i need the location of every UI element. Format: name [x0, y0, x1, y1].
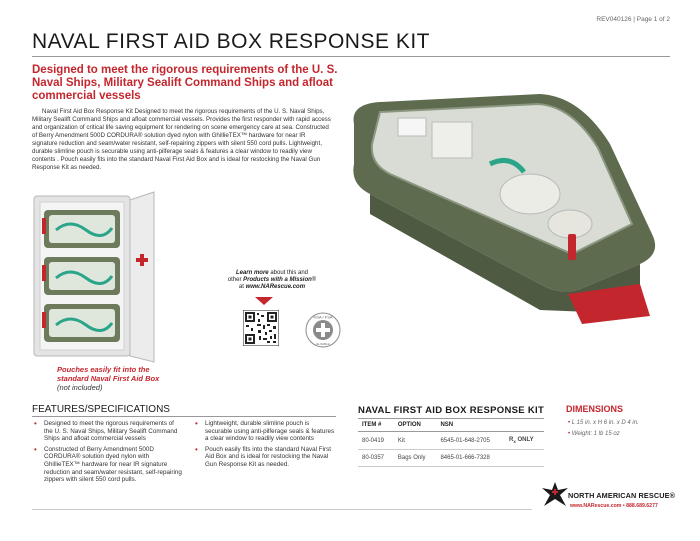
feature-item: • Pouch easily fits into the standard Naval First Aid Box and is ideal for restocking the Naval Gun Response Kit as needed.	[195, 446, 335, 469]
learn-more-line2: other	[227, 277, 244, 283]
dimensions-list	[568, 418, 639, 440]
revision-page-label: REV040126 | Page 1 of 2	[596, 16, 670, 23]
dimension-item: • Weight: 1 lb 15 oz	[568, 429, 639, 440]
headline: Designed to meet the rigorous requirements of the U. S. Naval Ships, Military Sealift Command Ships and afloat commercial vessels	[32, 64, 338, 102]
features-divider	[32, 416, 336, 417]
image-caption	[57, 365, 172, 392]
first-aid-box-image	[32, 190, 162, 365]
logo-url-phone[interactable]: www.NARescue.com • 888.689.6277	[570, 503, 658, 509]
page-title: NAVAL FIRST AID BOX RESPONSE KIT	[32, 30, 430, 53]
cell-nsn: 8465-01-666-7328	[436, 450, 505, 467]
features-list-right	[195, 420, 335, 472]
cell-nsn: 6545-01-648-2705	[436, 432, 505, 450]
col-nsn: NSN	[436, 419, 505, 432]
intro-paragraph: Naval First Aid Box Response Kit Designed to meet the rigorous requirements of the U. S. Naval Ships, Military Sealift Command Ships and afloat commercial vessels. Provides the first responder with rapid access and organization of critical life saving equipment for rendering on scene emergency care at sea. Constructed of Berry Amendment 500D CORDURA® solution dyed nylon with GhillieTEX™ hardware for near IR signature reduction and seam/water resistant, self-repairing zippers with silent 550 cord pulls. Lightweight, durable slimline pouch is securable using anti-pilferage seals & features a clear window to readily view contents . Pouch easily fits into the standard Naval First Aid Box and is ideal for restocking the Naval Gun Response Kit as needed.	[32, 108, 331, 171]
table-title: NAVAL FIRST AID BOX RESPONSE KIT	[358, 405, 545, 416]
table-header-row	[358, 419, 544, 432]
learn-more-rest: about this and	[268, 270, 309, 276]
cell-option: Kit	[394, 432, 437, 450]
learn-more-bold: Learn more	[235, 270, 269, 276]
caption-sub: (not included)	[57, 383, 103, 392]
cell-item: 80-0357	[358, 450, 394, 467]
options-table	[358, 418, 544, 467]
registered-mark: ®	[311, 277, 317, 283]
hsa-fsa-eligible-badge	[305, 312, 341, 348]
col-option: OPTION	[394, 419, 437, 432]
learn-more-text	[212, 270, 332, 291]
hsa-top-text: HSA / FSA	[313, 314, 333, 320]
hsa-bottom-text: ELIGIBLE	[316, 342, 330, 346]
products-mission: Products with a Mission	[243, 277, 312, 283]
col-rx	[505, 419, 544, 432]
learn-more-url[interactable]: www.NARescue.com	[245, 284, 306, 290]
features-list-left	[34, 420, 184, 487]
dimensions-heading: DIMENSIONS	[566, 404, 624, 414]
logo-name: NORTH AMERICAN RESCUE®	[568, 491, 676, 500]
feature-item: • Lightweight, durable slimline pouch is securable using anti-pilferage seals & features a clear window to readily view contents	[195, 420, 335, 443]
response-kit-pouch-image	[340, 84, 670, 334]
cell-item: 80-0419	[358, 432, 394, 450]
caption-main: Pouches easily fit into the standard Naval First Aid Box	[57, 365, 160, 383]
rx-only-badge: $R_x$ ONLY	[505, 432, 544, 450]
cell-option: Bags Only	[394, 450, 437, 467]
table-row	[358, 450, 544, 467]
dimension-item: • L 15 in. x H 6 in. x D 4 in.	[568, 418, 639, 429]
col-item: ITEM #	[358, 419, 394, 432]
feature-item: • Constructed of Berry Amendment 500D CORDURA® solution dyed nylon with GhillieTEX™ hardware for near IR signature reduction and seam/water resistant, self-repairing zippers with silent 550 cord pulls.	[34, 446, 184, 484]
feature-item: • Designed to meet the rigorous requirements of the U. S. Naval Ships, Military Sealift Command Ships and afloat commercial vessels	[34, 420, 184, 443]
title-divider	[32, 56, 670, 57]
table-row	[358, 432, 544, 450]
footer-divider	[32, 509, 532, 510]
cell-rx-empty	[505, 450, 544, 467]
features-heading: FEATURES/SPECIFICATIONS	[32, 404, 170, 415]
learn-more-at: at	[238, 284, 246, 290]
qr-code-icon[interactable]	[243, 310, 279, 346]
arrow-down-icon	[255, 297, 273, 305]
